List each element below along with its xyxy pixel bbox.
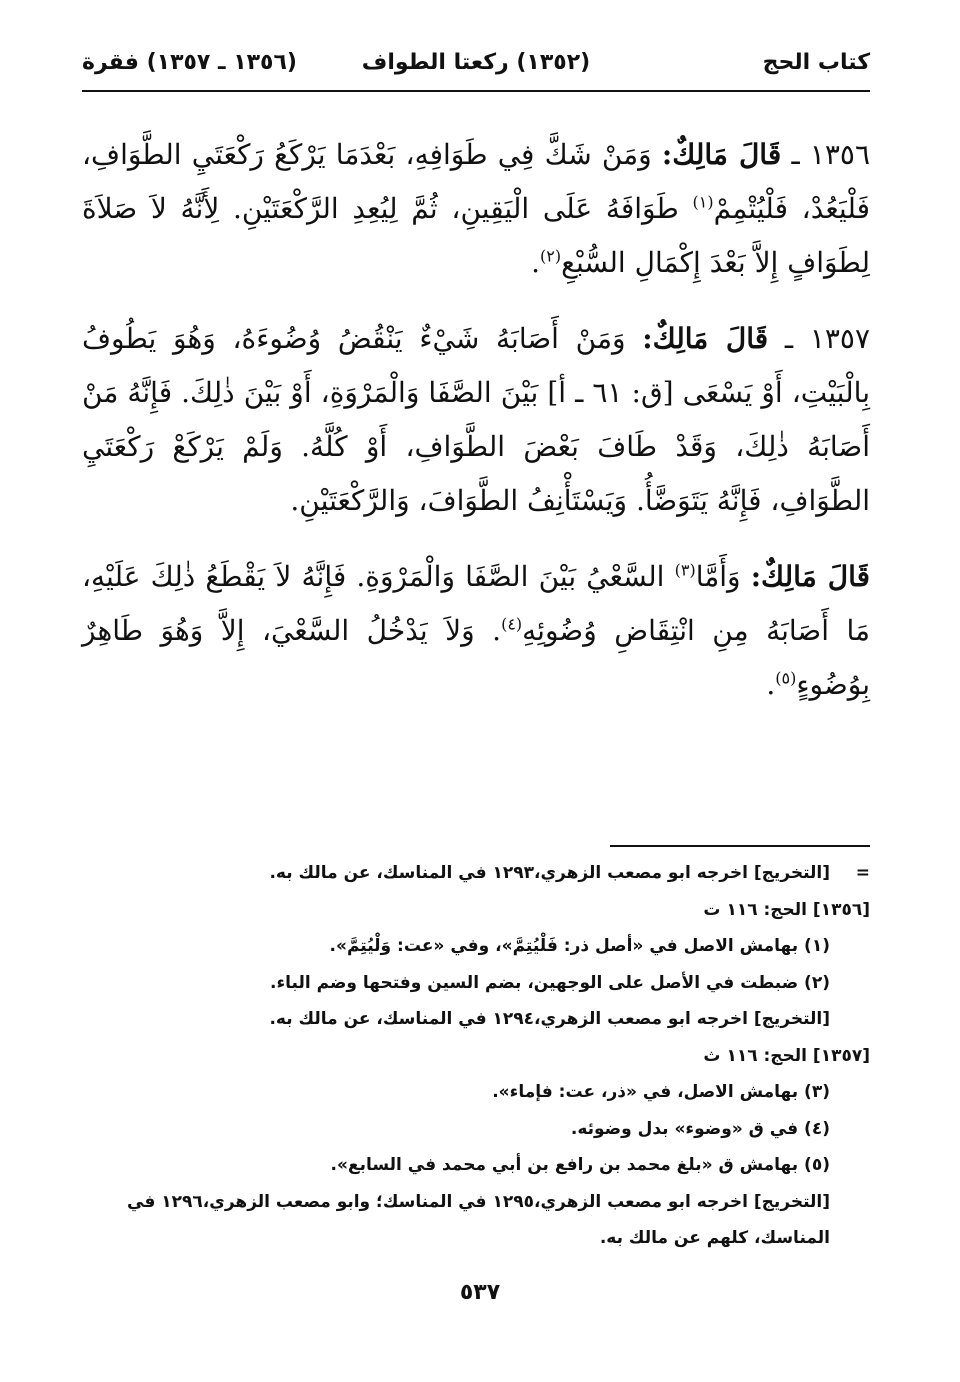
footnote-marker-5: (٥) bbox=[775, 668, 797, 688]
takhrij-label: [التخريج] bbox=[753, 1191, 830, 1212]
paragraph-text: وَمَنْ شَكَّ فِي طَوَافِهِ، بَعْدَمَا يَرْكَعُ رَكْعَتَيِ الطَّوَافِ، فَلْيَعُدْ، فَلْيُتْمِمْ bbox=[82, 138, 870, 225]
paragraph-1356 bbox=[82, 128, 870, 290]
footnote-text: اخرجه ابو مصعب الزهري،١٢٩٣ في المناسك، عن مالك به. bbox=[269, 863, 748, 883]
footnote-marker-1: (١) bbox=[692, 192, 714, 212]
takhrij-label: [التخريج] bbox=[753, 1009, 830, 1029]
paragraph-end: . bbox=[766, 668, 776, 701]
takhrij-1357 bbox=[82, 1184, 870, 1257]
footnote-2: (٢) ضبطت في الأصل على الوجهين، بضم السين وفتحها وضم الباء. bbox=[270, 972, 830, 993]
header-chapter-title: (١٣٥٢) ركعتا الطواف bbox=[361, 50, 591, 75]
page-number: ٥٣٧ bbox=[459, 1280, 501, 1305]
footnote-5: (٥) بهامش ق «بلغ محمد بن رافع بن أبي محمد في السابع». bbox=[330, 1155, 830, 1175]
paragraph-end: . bbox=[531, 246, 540, 279]
header-book-title: كتاب الحج bbox=[762, 50, 870, 75]
takhrij-1356 bbox=[82, 1001, 870, 1038]
speaker: قَالَ مَالِكٌ: bbox=[661, 138, 782, 171]
source-reference-1356: [١٣٥٦] الحج: ١١٦ ت bbox=[703, 899, 870, 920]
speaker: قَالَ مَالِكٌ: bbox=[642, 322, 769, 355]
footnotes bbox=[82, 855, 870, 1257]
footnote-3: (٣) بهامش الاصل، في «ذر، عت: فإماء». bbox=[492, 1082, 830, 1102]
paragraph-text: السَّعْيُ بَيْنَ الصَّفَا وَالْمَرْوَةِ. فَإِنَّهُ لاَ يَقْطَعُ ذٰلِكَ عَلَيْهِ، مَا أَصَابَهُ مِنِ انْتِقَاضِ وُضُوئِهِ bbox=[82, 560, 870, 647]
footnote-marker-3: (٣) bbox=[674, 560, 696, 580]
continuation-marker: = bbox=[855, 863, 870, 883]
paragraph-1357 bbox=[82, 312, 870, 528]
footnote-continuation bbox=[82, 855, 870, 892]
footnote-marker-4: (٤) bbox=[501, 614, 523, 634]
main-text bbox=[82, 128, 870, 734]
source-reference-1357: [١٣٥٧] الحج: ١١٦ ث bbox=[703, 1045, 870, 1066]
footnote-text: اخرجه ابو مصعب الزهري،١٢٩٥ في المناسك؛ وابو مصعب الزهري،١٢٩٦ في المناسك، كلهم عن مالك به. bbox=[127, 1191, 830, 1248]
speaker: قَالَ مَالِكٌ: bbox=[750, 560, 870, 593]
paragraph-text: بَيْنَ الصَّفَا وَالْمَرْوَةِ، أَوْ بَيْنَ ذٰلِكَ. فَإِنَّهُ مَنْ أَصَابَهُ ذٰلِكَ، وَقَدْ طَافَ بَعْضَ الطَّوَافِ، أَوْ كُلَّهُ. وَلَمْ يَرْكَعْ رَكْعَتَيِ الطَّوَافِ، فَإِنَّهُ يَتَوَضَّأُ. وَيَسْتَأْنِفُ الطَّوَافَ، وَالرَّكْعَتَيْنِ. bbox=[82, 376, 870, 517]
footnote-text: اخرجه ابو مصعب الزهري،١٢٩٤ في المناسك، عن مالك به. bbox=[269, 1009, 748, 1029]
paragraph-number: ١٣٥٦ ـ bbox=[791, 138, 870, 171]
footnote-4: (٤) في ق «وضوء» بدل وضوئه. bbox=[570, 1118, 830, 1139]
paragraph-text: طَوَافَهُ عَلَى الْيَقِينِ، ثُمَّ لِيُعِدِ الرَّكْعَتَيْنِ. لِأَنَّهُ لاَ صَلاَةَ لِطَوَافٍ إِلاَّ بَعْدَ إِكْمَالِ السُّبْعِ bbox=[82, 192, 870, 279]
footnote-marker-2: (٢) bbox=[539, 246, 562, 266]
paragraph-sa-i bbox=[82, 550, 870, 712]
manuscript-reference: [ق: ٦١ ـ أ] bbox=[547, 376, 674, 409]
paragraph-text: . وَلاَ يَدْخُلُ السَّعْيَ، إِلاَّ وَهُوَ طَاهِرٌ بِوُضُوءٍ bbox=[82, 614, 870, 701]
takhrij-label: [التخريج] bbox=[753, 863, 830, 883]
paragraph-text: وَمَنْ أَصَابَهُ شَيْءٌ يَنْقُضُ وُضُوءَهُ، وَهُوَ يَطُوفُ بِالْبَيْتِ، أَوْ يَسْعَى bbox=[82, 322, 870, 409]
header-paragraph-range: (١٣٥٦ ـ ١٣٥٧) فقرة bbox=[82, 50, 297, 75]
running-header bbox=[82, 40, 870, 92]
footnote-1: (١) بهامش الاصل في «أصل ذر: فَلْيُتِمَّ»، وفي «عت: وَلْيُتِمَّ». bbox=[329, 936, 830, 956]
footnote-separator bbox=[610, 845, 870, 847]
paragraph-number: ١٣٥٧ ـ bbox=[784, 322, 870, 355]
paragraph-text: وَأَمَّا bbox=[695, 560, 741, 593]
